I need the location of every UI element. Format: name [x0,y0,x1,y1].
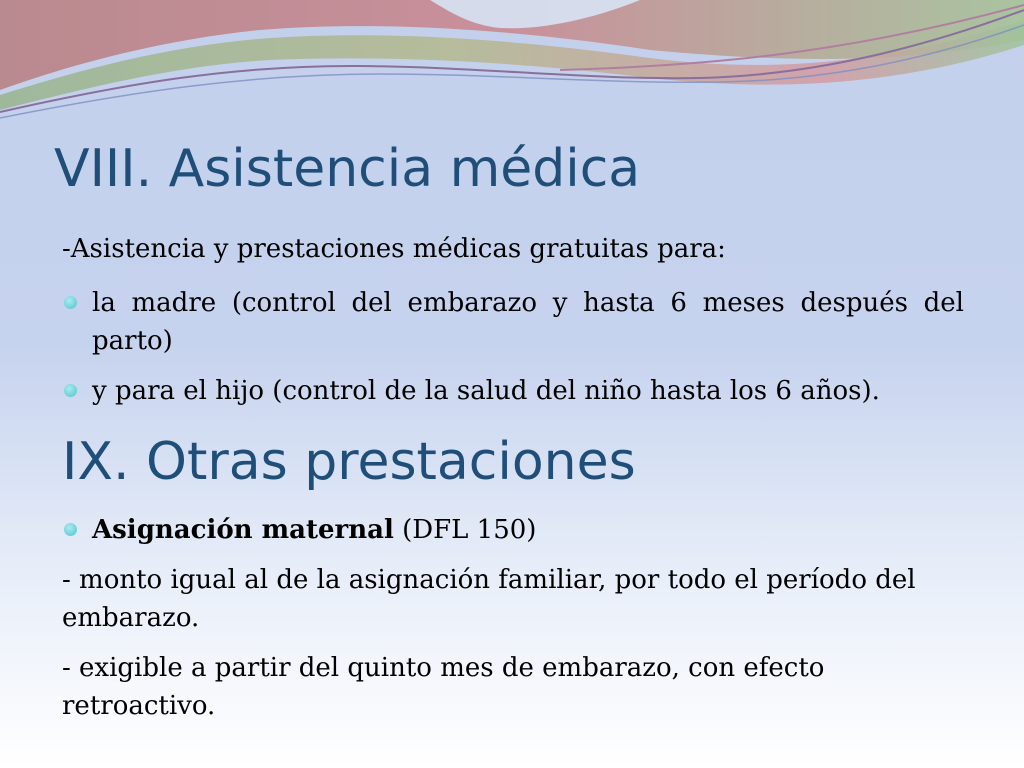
paragraph-exigible: - exigible a partir del quinto mes de embarazo, con efecto retroactivo. [62,653,825,721]
asignacion-maternal-label: Asignación maternal [92,515,394,545]
intro-line: -Asistencia y prestaciones médicas gratuitas para: [62,234,726,264]
bullet-hijo: y para el hijo (control de la salud del niño hasta los 6 años). [92,372,964,410]
dfl-reference: (DFL 150) [393,515,537,545]
paragraph-monto: - monto igual al de la asignación familiar, por todo el período del embarazo. [62,565,916,633]
bullet-madre: la madre (control del embarazo y hasta 6 meses después del parto) [92,284,964,360]
section-title-otras-prestaciones: IX. Otras prestaciones [62,432,636,492]
section-title-asistencia: VIII. Asistencia médica [54,139,641,199]
decorative-wave-banner [0,0,1024,130]
bullet-asignacion-maternal [92,511,964,549]
